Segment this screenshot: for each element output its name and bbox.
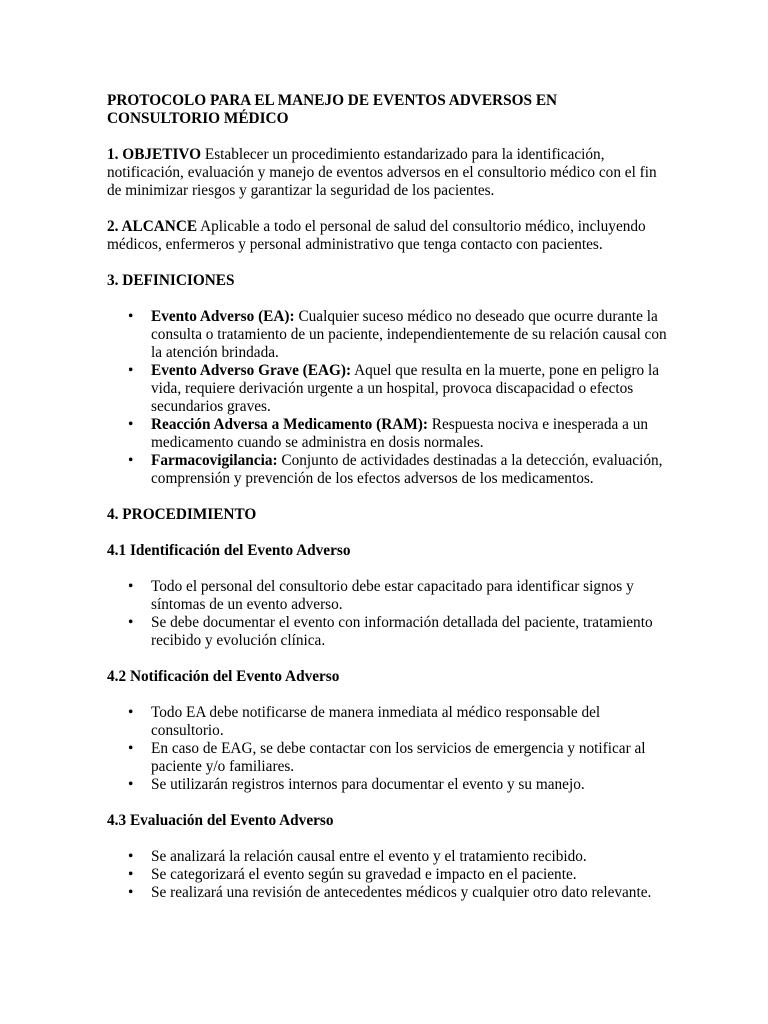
list-item-text: Todo EA debe notificarse de manera inmediata al médico responsable del consultorio. bbox=[151, 704, 601, 739]
evaluacion-heading: 4.3 Evaluación del Evento Adverso bbox=[107, 812, 334, 829]
identificacion-list bbox=[107, 578, 667, 650]
bullet-icon: • bbox=[128, 308, 134, 325]
alcance-section bbox=[107, 218, 667, 254]
definition-text: Cualquier suceso médico no deseado que ocurre durante la consulta o tratamiento de un paciente, independientemente de su relación causal con la atención brindada. bbox=[151, 308, 667, 361]
identificacion-heading: 4.1 Identificación del Evento Adverso bbox=[107, 542, 351, 559]
list-item bbox=[107, 776, 667, 794]
alcance-text: Aplicable a todo el personal de salud del consultorio médico, incluyendo médicos, enfermeros y personal administrativo que tenga contacto con pacientes. bbox=[107, 218, 646, 253]
objetivo-text: Establecer un procedimiento estandarizado para la identificación, notificación, evaluación y manejo de eventos adversos en el consultorio médico con el fin de minimizar riesgos y garantizar la seguridad de los pacientes. bbox=[107, 146, 657, 199]
bullet-icon: • bbox=[128, 848, 134, 865]
list-item bbox=[107, 884, 667, 902]
bullet-icon: • bbox=[128, 614, 134, 631]
list-item bbox=[107, 866, 667, 884]
definition-term: Farmacovigilancia: bbox=[151, 452, 278, 469]
list-item-text: Se analizará la relación causal entre el evento y el tratamiento recibido. bbox=[151, 848, 587, 865]
definition-term: Evento Adverso (EA): bbox=[151, 308, 295, 325]
bullet-icon: • bbox=[128, 776, 134, 793]
definition-text: Conjunto de actividades destinadas a la detección, evaluación, comprensión y prevención de los efectos adversos de los medicamentos. bbox=[151, 452, 663, 487]
definition-term: Evento Adverso Grave (EAG): bbox=[151, 362, 352, 379]
definiciones-list bbox=[107, 308, 667, 488]
procedimiento-heading: 4. PROCEDIMIENTO bbox=[107, 506, 257, 523]
list-item bbox=[107, 614, 667, 650]
document-page bbox=[107, 92, 667, 920]
list-item-text: Se categorizará el evento según su gravedad e impacto en el paciente. bbox=[151, 866, 577, 883]
evaluacion-list bbox=[107, 848, 667, 902]
notificacion-heading: 4.2 Notificación del Evento Adverso bbox=[107, 668, 340, 685]
bullet-icon: • bbox=[128, 452, 134, 469]
list-item bbox=[107, 308, 667, 362]
objetivo-section bbox=[107, 146, 667, 200]
definition-text: Aquel que resulta en la muerte, pone en peligro la vida, requiere derivación urgente a un hospital, provoca discapacidad o efectos secundarios graves. bbox=[151, 362, 660, 415]
list-item bbox=[107, 848, 667, 866]
list-item bbox=[107, 452, 667, 488]
document-title: PROTOCOLO PARA EL MANEJO DE EVENTOS ADVERSOS EN CONSULTORIO MÉDICO bbox=[107, 92, 558, 127]
list-item bbox=[107, 704, 667, 740]
bullet-icon: • bbox=[128, 884, 134, 901]
list-item-text: Se utilizarán registros internos para documentar el evento y su manejo. bbox=[151, 776, 585, 793]
bullet-icon: • bbox=[128, 866, 134, 883]
bullet-icon: • bbox=[128, 578, 134, 595]
objetivo-label: 1. OBJETIVO bbox=[107, 146, 202, 163]
bullet-icon: • bbox=[128, 416, 134, 433]
definiciones-heading: 3. DEFINICIONES bbox=[107, 272, 235, 289]
list-item bbox=[107, 362, 667, 416]
definition-term: Reacción Adversa a Medicamento (RAM): bbox=[151, 416, 428, 433]
definition-text: Respuesta nociva e inesperada a un medicamento cuando se administra en dosis normales. bbox=[151, 416, 649, 451]
bullet-icon: • bbox=[128, 362, 134, 379]
list-item bbox=[107, 740, 667, 776]
list-item-text: En caso de EAG, se debe contactar con los servicios de emergencia y notificar al paciente y/o familiares. bbox=[151, 740, 646, 775]
list-item bbox=[107, 416, 667, 452]
list-item-text: Se debe documentar el evento con información detallada del paciente, tratamiento recibido y evolución clínica. bbox=[151, 614, 653, 649]
alcance-label: 2. ALCANCE bbox=[107, 218, 198, 235]
notificacion-list bbox=[107, 704, 667, 794]
list-item bbox=[107, 578, 667, 614]
list-item-text: Todo el personal del consultorio debe estar capacitado para identificar signos y síntomas de un evento adverso. bbox=[151, 578, 634, 613]
bullet-icon: • bbox=[128, 704, 134, 721]
bullet-icon: • bbox=[128, 740, 134, 757]
list-item-text: Se realizará una revisión de antecedentes médicos y cualquier otro dato relevante. bbox=[151, 884, 652, 901]
